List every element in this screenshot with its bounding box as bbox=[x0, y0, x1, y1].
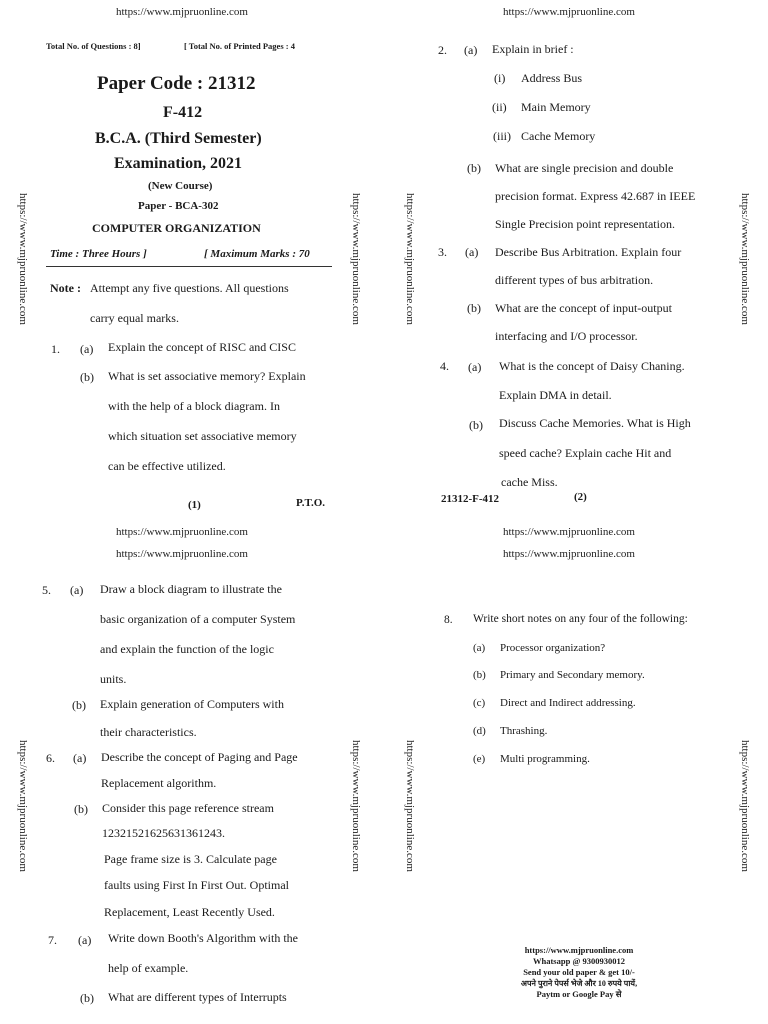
note-item-text: Primary and Secondary memory. bbox=[500, 669, 645, 681]
course-title: B.C.A. (Third Semester) bbox=[95, 130, 262, 147]
part-label: (b) bbox=[467, 161, 481, 175]
top-url-right[interactable]: https://www.mjpruonline.com bbox=[503, 6, 635, 18]
question-text: Page frame size is 3. Calculate page bbox=[104, 852, 277, 866]
question-number: 5. bbox=[42, 583, 51, 597]
paper-code-footer: 21312-F-412 bbox=[441, 493, 500, 505]
total-pages: [ Total No. of Printed Pages : 4 bbox=[184, 41, 295, 51]
question-text: cache Miss. bbox=[501, 475, 558, 489]
sub-item-text: Main Memory bbox=[521, 100, 591, 114]
note-text: Attempt any five questions. All questions bbox=[90, 281, 289, 295]
exam-title: Examination, 2021 bbox=[114, 155, 243, 172]
question-text: Explain in brief : bbox=[492, 42, 574, 56]
question-text: faults using First In First Out. Optimal bbox=[104, 878, 290, 892]
page-number: (2) bbox=[574, 491, 587, 503]
note-item-text: Multi programming. bbox=[500, 753, 590, 765]
note-item-label: (e) bbox=[473, 753, 486, 765]
question-number: 1. bbox=[51, 342, 60, 356]
note-item-text: Processor organization? bbox=[500, 642, 606, 654]
question-text: Explain DMA in detail. bbox=[499, 388, 612, 402]
paper-code: Paper Code : 21312 bbox=[97, 73, 256, 94]
side-watermark: https://www.mjpruonline.com bbox=[17, 193, 29, 325]
part-label: (a) bbox=[80, 342, 94, 356]
question-text: What are the concept of input-output bbox=[495, 301, 672, 315]
question-text: Explain generation of Computers with bbox=[100, 697, 284, 711]
promo-url[interactable]: https://www.mjpruonline.com bbox=[524, 945, 634, 955]
sub-item-label: (ii) bbox=[492, 100, 507, 114]
side-watermark: https://www.mjpruonline.com bbox=[350, 193, 362, 325]
question-text: Replacement algorithm. bbox=[101, 776, 217, 790]
question-text: speed cache? Explain cache Hit and bbox=[499, 446, 672, 460]
part-label: (a) bbox=[73, 751, 87, 765]
question-text: help of example. bbox=[108, 961, 189, 975]
question-text: and explain the function of the logic bbox=[100, 642, 274, 656]
question-text: 12321521625631361243. bbox=[102, 826, 225, 840]
question-text: units. bbox=[100, 672, 127, 686]
side-watermark: https://www.mjpruonline.com bbox=[350, 740, 362, 872]
part-label: (a) bbox=[465, 245, 479, 259]
question-text: Write down Booth's Algorithm with the bbox=[108, 931, 299, 945]
page-url[interactable]: https://www.mjpruonline.com bbox=[116, 526, 248, 538]
part-label: (b) bbox=[74, 802, 88, 816]
part-label: (a) bbox=[464, 43, 478, 57]
note-item-text: Thrashing. bbox=[500, 725, 548, 737]
side-watermark: https://www.mjpruonline.com bbox=[739, 193, 751, 325]
promo-whatsapp: Whatsapp @ 9300930012 bbox=[533, 956, 625, 966]
sub-item-label: (i) bbox=[494, 71, 506, 85]
note-item-label: (c) bbox=[473, 697, 486, 709]
question-text: What is the concept of Daisy Chaning. bbox=[499, 359, 685, 373]
question-number: 2. bbox=[438, 43, 447, 57]
question-text: What are single precision and double bbox=[495, 161, 674, 175]
promo-offer-hindi: अपने पुराने पेपर्स भेजे और 10 रुपये पायें, bbox=[520, 979, 638, 988]
question-number: 4. bbox=[440, 359, 449, 373]
question-text: Describe Bus Arbitration. Explain four bbox=[495, 245, 682, 259]
header-divider bbox=[46, 266, 332, 267]
total-questions: Total No. of Questions : 8] bbox=[46, 41, 141, 51]
page-url[interactable]: https://www.mjpruonline.com bbox=[116, 548, 248, 560]
question-number: 3. bbox=[438, 245, 447, 259]
question-text: Consider this page reference stream bbox=[102, 801, 274, 815]
question-text: precision format. Express 42.687 in IEEE bbox=[495, 189, 696, 203]
question-text: interfacing and I/O processor. bbox=[495, 329, 638, 343]
promo-offer: Send your old paper & get 10/- bbox=[523, 967, 635, 977]
side-watermark: https://www.mjpruonline.com bbox=[739, 740, 751, 872]
note-text: carry equal marks. bbox=[90, 311, 179, 325]
part-label: (b) bbox=[80, 991, 94, 1005]
part-label: (a) bbox=[70, 583, 84, 597]
part-label: (a) bbox=[78, 933, 92, 947]
question-text: Write short notes on any four of the following: bbox=[473, 613, 688, 625]
page-number: (1) bbox=[188, 499, 201, 511]
part-label: (a) bbox=[468, 360, 482, 374]
sub-item-text: Address Bus bbox=[521, 71, 583, 85]
question-text: can be effective utilized. bbox=[108, 459, 226, 473]
note-item-label: (d) bbox=[473, 725, 486, 737]
question-text: What is set associative memory? Explain bbox=[108, 369, 306, 383]
note-item-label: (a) bbox=[473, 642, 486, 654]
note-item-label: (b) bbox=[473, 669, 486, 681]
question-text: Replacement, Least Recently Used. bbox=[104, 905, 275, 919]
question-text: with the help of a block diagram. In bbox=[108, 399, 280, 413]
question-text: Explain the concept of RISC and CISC bbox=[108, 340, 296, 354]
course-code: F-412 bbox=[163, 104, 203, 121]
question-text: Describe the concept of Paging and Page bbox=[101, 750, 298, 764]
question-text: Draw a block diagram to illustrate the bbox=[100, 582, 282, 596]
question-text: basic organization of a computer System bbox=[100, 612, 296, 626]
question-text: What are different types of Interrupts bbox=[108, 990, 287, 1004]
pto-label: P.T.O. bbox=[296, 497, 326, 509]
promo-payment: Paytm or Google Pay से bbox=[536, 989, 622, 999]
page-url[interactable]: https://www.mjpruonline.com bbox=[503, 548, 635, 560]
paper-number: Paper - BCA-302 bbox=[138, 200, 219, 212]
subject-title: COMPUTER ORGANIZATION bbox=[92, 221, 261, 235]
page-url[interactable]: https://www.mjpruonline.com bbox=[503, 526, 635, 538]
note-item-text: Direct and Indirect addressing. bbox=[500, 697, 636, 709]
part-label: (b) bbox=[80, 370, 94, 384]
side-watermark: https://www.mjpruonline.com bbox=[404, 193, 416, 325]
question-number: 6. bbox=[46, 751, 55, 765]
top-url-left[interactable]: https://www.mjpruonline.com bbox=[116, 6, 248, 18]
max-marks: [ Maximum Marks : 70 bbox=[204, 248, 310, 260]
question-text: their characteristics. bbox=[100, 725, 197, 739]
question-text: different types of bus arbitration. bbox=[495, 273, 654, 287]
note-label: Note : bbox=[50, 281, 81, 295]
new-course: (New Course) bbox=[148, 180, 213, 192]
sub-item-label: (iii) bbox=[493, 129, 511, 143]
part-label: (b) bbox=[467, 301, 481, 315]
question-text: Discuss Cache Memories. What is High bbox=[499, 416, 691, 430]
sub-item-text: Cache Memory bbox=[521, 129, 596, 143]
side-watermark: https://www.mjpruonline.com bbox=[404, 740, 416, 872]
promo-footer bbox=[508, 945, 650, 1000]
question-number: 8. bbox=[444, 614, 453, 626]
question-text: Single Precision point representation. bbox=[495, 217, 675, 231]
exam-time: Time : Three Hours ] bbox=[50, 248, 147, 260]
question-text: which situation set associative memory bbox=[108, 429, 297, 443]
part-label: (b) bbox=[469, 418, 483, 432]
part-label: (b) bbox=[72, 698, 86, 712]
side-watermark: https://www.mjpruonline.com bbox=[17, 740, 29, 872]
question-number: 7. bbox=[48, 933, 57, 947]
